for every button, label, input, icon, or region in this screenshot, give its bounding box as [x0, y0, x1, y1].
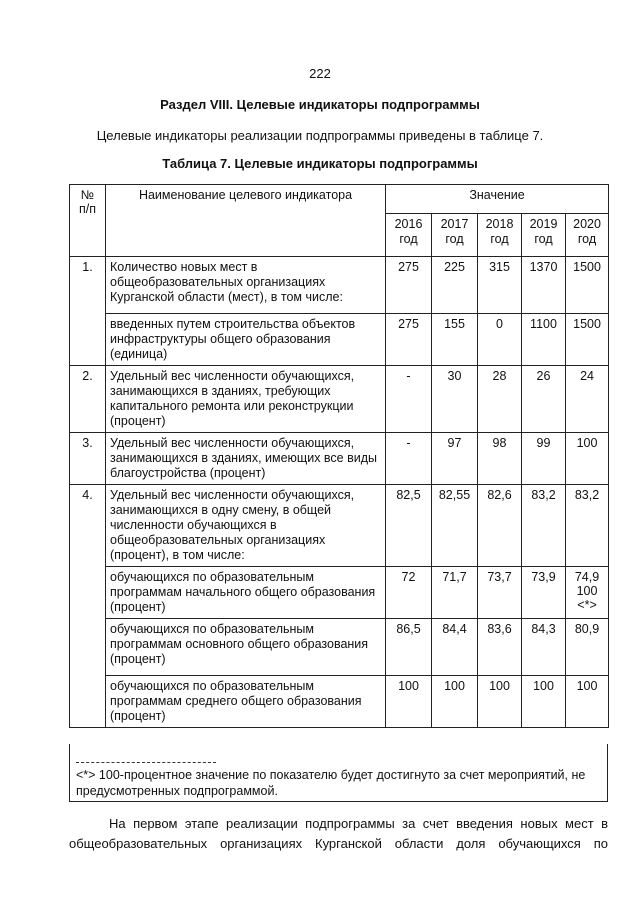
- indicator-value: 80,9: [566, 619, 609, 676]
- indicator-value: 100: [566, 676, 609, 728]
- indicator-value: 73,7: [478, 567, 522, 619]
- header-year: 2020 год: [566, 214, 609, 257]
- indicator-name: Удельный вес численности обучающихся, занимающихся в зданиях, имеющих все виды благоустройства (процент): [106, 433, 386, 485]
- header-num: № п/п: [70, 185, 106, 257]
- indicator-name: введенных путем строительства объектов инфраструктуры общего образования (единица): [106, 314, 386, 366]
- header-indicator-name: Наименование целевого индикатора: [106, 185, 386, 257]
- footnote-text: <*> 100-процентное значение по показателю будет достигнуто за счет мероприятий, не предусмотренных подпрограммой.: [76, 768, 586, 798]
- footnote-rule: [76, 762, 216, 763]
- indicator-name: Удельный вес численности обучающихся, занимающихся в зданиях, требующих капитального ремонта или реконструкции (процент): [106, 366, 386, 433]
- indicator-value: 82,5: [386, 485, 432, 567]
- indicator-value: 99: [522, 433, 566, 485]
- indicator-value: -: [386, 366, 432, 433]
- table-row: [70, 366, 609, 433]
- indicator-value: 100: [478, 676, 522, 728]
- row-number: 2.: [70, 366, 106, 433]
- indicator-value: 100: [566, 433, 609, 485]
- indicator-value: 275: [386, 257, 432, 314]
- section-heading: Раздел VIII. Целевые индикаторы подпрограммы: [160, 97, 480, 112]
- table-row: [70, 619, 609, 676]
- header-year: 2019 год: [522, 214, 566, 257]
- indicator-value: 82,6: [478, 485, 522, 567]
- indicator-value: 1370: [522, 257, 566, 314]
- row-number: 3.: [70, 433, 106, 485]
- indicator-value: 97: [432, 433, 478, 485]
- indicator-value: 225: [432, 257, 478, 314]
- table-caption: Таблица 7. Целевые индикаторы подпрограммы: [162, 156, 478, 171]
- indicators-table: [69, 184, 609, 728]
- paragraph-line: общеобразовательных организациях Курганской области доля обучающихся по: [69, 836, 608, 851]
- header-year: 2018 год: [478, 214, 522, 257]
- indicator-value: 155: [432, 314, 478, 366]
- indicator-value: 84,4: [432, 619, 478, 676]
- indicator-value: 275: [386, 314, 432, 366]
- indicator-value: 1500: [566, 257, 609, 314]
- header-year: 2016 год: [386, 214, 432, 257]
- indicator-value: 26: [522, 366, 566, 433]
- body-paragraph: [69, 814, 608, 854]
- indicator-value: 98: [478, 433, 522, 485]
- footnote-box: [69, 744, 608, 802]
- indicator-name: Количество новых мест в общеобразовательных организациях Курганской области (мест), в том числе:: [106, 257, 386, 314]
- indicator-name: обучающихся по образовательным программам среднего общего образования (процент): [106, 676, 386, 728]
- indicator-name: обучающихся по образовательным программам начального общего образования (процент): [106, 567, 386, 619]
- indicator-value: 1500: [566, 314, 609, 366]
- indicator-value: 24: [566, 366, 609, 433]
- indicator-value: 28: [478, 366, 522, 433]
- indicator-value: 71,7: [432, 567, 478, 619]
- header-value: Значение: [386, 185, 609, 214]
- paragraph-line: На первом этапе реализации подпрограммы за счет введения новых мест в: [109, 816, 608, 831]
- indicator-value: 1100: [522, 314, 566, 366]
- indicator-name: обучающихся по образовательным программам основного общего образования (процент): [106, 619, 386, 676]
- table-row: [70, 676, 609, 728]
- indicator-value: -: [386, 433, 432, 485]
- indicator-value: 73,9: [522, 567, 566, 619]
- indicator-value: 30: [432, 366, 478, 433]
- header-year: 2017 год: [432, 214, 478, 257]
- indicator-value: 72: [386, 567, 432, 619]
- indicator-value: 83,6: [478, 619, 522, 676]
- indicator-value: 100: [522, 676, 566, 728]
- table-row: [70, 567, 609, 619]
- table-row: [70, 433, 609, 485]
- row-number: 1.: [70, 257, 106, 366]
- indicator-value: 315: [478, 257, 522, 314]
- row-number: 4.: [70, 485, 106, 728]
- table-row: [70, 485, 609, 567]
- indicator-value: 74,9 100 <*>: [566, 567, 609, 619]
- indicator-name: Удельный вес численности обучающихся, занимающихся в одну смену, в общей численности обучающихся в общеобразовательных организациях (процент), в том числе:: [106, 485, 386, 567]
- indicator-value: 83,2: [522, 485, 566, 567]
- indicator-value: 0: [478, 314, 522, 366]
- indicator-value: 84,3: [522, 619, 566, 676]
- page-number: 222: [309, 66, 331, 81]
- table-row: [70, 314, 609, 366]
- table-row: [70, 257, 609, 314]
- indicator-value: 82,55: [432, 485, 478, 567]
- indicator-value: 100: [432, 676, 478, 728]
- indicator-value: 86,5: [386, 619, 432, 676]
- indicator-value: 100: [386, 676, 432, 728]
- indicator-value: 83,2: [566, 485, 609, 567]
- intro-text: Целевые индикаторы реализации подпрограммы приведены в таблице 7.: [96, 128, 544, 143]
